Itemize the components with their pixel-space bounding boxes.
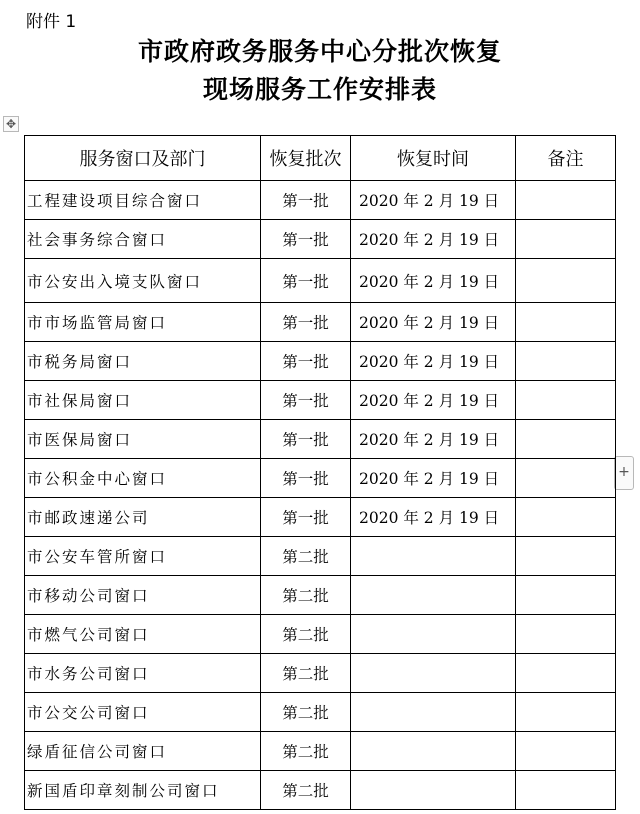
table-row: [25, 303, 616, 342]
note-cell: [516, 498, 616, 537]
dept-cell: 市公安车管所窗口: [25, 537, 261, 576]
dept-cell: 工程建设项目综合窗口: [25, 181, 261, 220]
dept-cell: 市市场监管局窗口: [25, 303, 261, 342]
dept-cell: 市社保局窗口: [25, 381, 261, 420]
batch-cell: 第一批: [261, 498, 351, 537]
table-header-row: [25, 136, 616, 181]
batch-cell: 第二批: [261, 771, 351, 810]
header-batch: 恢复批次: [261, 136, 351, 181]
dept-cell: 市燃气公司窗口: [25, 615, 261, 654]
batch-cell: 第二批: [261, 615, 351, 654]
time-cell: 2020 年 2 月 19 日: [351, 303, 516, 342]
page-title-line2: 现场服务工作安排表: [202, 75, 437, 104]
dept-cell: 市移动公司窗口: [25, 576, 261, 615]
batch-cell: 第一批: [261, 420, 351, 459]
note-cell: [516, 420, 616, 459]
table-row: [25, 220, 616, 259]
dept-cell: 市医保局窗口: [25, 420, 261, 459]
time-cell: [351, 576, 516, 615]
header-time: 恢复时间: [351, 136, 516, 181]
batch-cell: 第一批: [261, 342, 351, 381]
time-cell: 2020 年 2 月 19 日: [351, 420, 516, 459]
time-cell: [351, 771, 516, 810]
table-row: [25, 259, 616, 303]
table-row: [25, 342, 616, 381]
dept-cell: 市公积金中心窗口: [25, 459, 261, 498]
note-cell: [516, 303, 616, 342]
batch-cell: 第二批: [261, 732, 351, 771]
note-cell: [516, 654, 616, 693]
time-cell: 2020 年 2 月 19 日: [351, 259, 516, 303]
table-row: [25, 576, 616, 615]
table-row: [25, 654, 616, 693]
time-cell: 2020 年 2 月 19 日: [351, 342, 516, 381]
time-cell: [351, 693, 516, 732]
note-cell: [516, 537, 616, 576]
dept-cell: 市公安出入境支队窗口: [25, 259, 261, 303]
note-cell: [516, 615, 616, 654]
dept-cell: 市公交公司窗口: [25, 693, 261, 732]
dept-cell: 新国盾印章刻制公司窗口: [25, 771, 261, 810]
header-dept: 服务窗口及部门: [25, 136, 261, 181]
batch-cell: 第二批: [261, 654, 351, 693]
attachment-label: 附件 1: [26, 12, 77, 32]
dept-cell: 社会事务综合窗口: [25, 220, 261, 259]
batch-cell: 第一批: [261, 220, 351, 259]
time-cell: 2020 年 2 月 19 日: [351, 381, 516, 420]
batch-cell: 第一批: [261, 181, 351, 220]
table-row: [25, 771, 616, 810]
time-cell: 2020 年 2 月 19 日: [351, 181, 516, 220]
time-cell: 2020 年 2 月 19 日: [351, 459, 516, 498]
table-row: [25, 498, 616, 537]
batch-cell: 第二批: [261, 576, 351, 615]
table-row: [25, 420, 616, 459]
note-cell: [516, 771, 616, 810]
move-arrows-icon[interactable]: ✥: [3, 116, 19, 132]
batch-cell: 第一批: [261, 303, 351, 342]
note-cell: [516, 181, 616, 220]
time-cell: 2020 年 2 月 19 日: [351, 498, 516, 537]
note-cell: [516, 732, 616, 771]
batch-cell: 第二批: [261, 693, 351, 732]
time-cell: [351, 732, 516, 771]
note-cell: [516, 220, 616, 259]
dept-cell: 绿盾征信公司窗口: [25, 732, 261, 771]
note-cell: [516, 381, 616, 420]
note-cell: [516, 459, 616, 498]
dept-cell: 市税务局窗口: [25, 342, 261, 381]
table-row: [25, 459, 616, 498]
batch-cell: 第二批: [261, 537, 351, 576]
table-row: [25, 537, 616, 576]
table-row: [25, 732, 616, 771]
table-row: [25, 615, 616, 654]
time-cell: 2020 年 2 月 19 日: [351, 220, 516, 259]
dept-cell: 市水务公司窗口: [25, 654, 261, 693]
time-cell: [351, 654, 516, 693]
batch-cell: 第一批: [261, 459, 351, 498]
table-row: [25, 693, 616, 732]
note-cell: [516, 259, 616, 303]
note-cell: [516, 342, 616, 381]
dept-cell: 市邮政速递公司: [25, 498, 261, 537]
batch-cell: 第一批: [261, 381, 351, 420]
note-cell: [516, 576, 616, 615]
header-note: 备注: [516, 136, 616, 181]
batch-cell: 第一批: [261, 259, 351, 303]
time-cell: [351, 615, 516, 654]
time-cell: [351, 537, 516, 576]
table-row: [25, 381, 616, 420]
page-title-line1: 市政府政务服务中心分批次恢复: [137, 37, 502, 66]
schedule-table: [24, 135, 616, 810]
note-cell: [516, 693, 616, 732]
plus-icon[interactable]: +: [614, 456, 634, 490]
table-row: [25, 181, 616, 220]
